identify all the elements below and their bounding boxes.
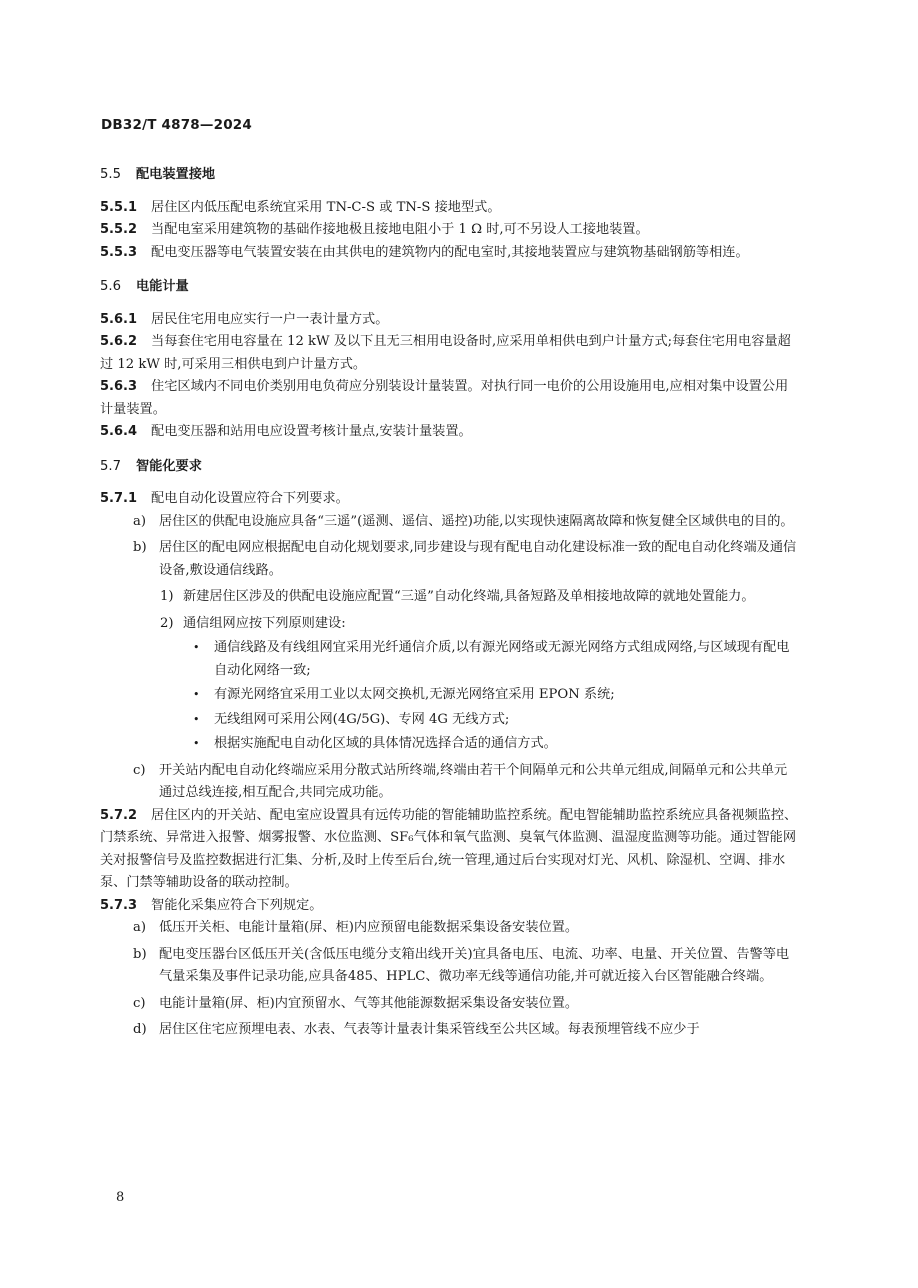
clause-number: 5.7.3 bbox=[100, 897, 138, 913]
page-number: 8 bbox=[116, 1190, 125, 1205]
list-item-d bbox=[100, 1019, 800, 1042]
clause-text: 居住区内的开关站、配电室应设置具有远传功能的智能辅助监控系统。配电智能辅助监控系统应具备视频监控、门禁系统、异常进入报警、烟雾报警、水位监测、SF₆气体和氧气监测、臭氧气体监测、温湿度监测等功能。通过智能网关对报警信号及监控数据进行汇集、分析,及时上传至后台,统一管理,通过后台实现对灯光、风机、除湿机、空调、排水泵、门禁等辅助设备的联动控制。 bbox=[100, 807, 798, 890]
bullet-item bbox=[100, 684, 800, 707]
list-marker: d) bbox=[133, 1022, 147, 1037]
bullet-text: 有源光网络宜采用工业以太网交换机,无源光网络宜采用 EPON 系统; bbox=[214, 687, 615, 702]
clause-5-6-1 bbox=[100, 309, 800, 332]
clause-number: 5.5.1 bbox=[100, 199, 138, 215]
list-item-a bbox=[100, 917, 800, 940]
clause-text: 当每套住宅用电容量在 12 kW 及以下且无三相用电设备时,应采用单相供电到户计量方式;每套住宅用电容量超过 12 kW 时,可采用三相供电到户计量方式。 bbox=[100, 334, 791, 372]
clause-number: 5.6.2 bbox=[100, 334, 138, 349]
section-5-5 bbox=[100, 164, 800, 264]
section-heading bbox=[100, 276, 800, 299]
sub-item-1 bbox=[100, 586, 800, 609]
clause-text: 配电变压器和站用电应设置考核计量点,安装计量装置。 bbox=[151, 424, 472, 439]
sub-item-2 bbox=[100, 613, 800, 636]
bullet-dot-icon: • bbox=[193, 712, 200, 726]
list-item-text: 居住区的配电网应根据配电自动化规划要求,同步建设与现有配电自动化建设标准一致的配电自动化终端及通信设备,敷设通信线路。 bbox=[159, 540, 797, 578]
list-item-text: 居住区的供配电设施应具备“三遥”(遥测、遥信、遥控)功能,以实现快速隔离故障和恢复健全区域供电的目的。 bbox=[159, 513, 794, 529]
clause-text: 居住区内低压配电系统宜采用 TN-C-S 或 TN-S 接地型式。 bbox=[151, 199, 501, 215]
section-number: 5.6 bbox=[100, 279, 121, 294]
clause-5-7-1 bbox=[100, 488, 800, 511]
clause-number: 5.6.1 bbox=[100, 311, 138, 327]
list-item-c bbox=[100, 993, 800, 1016]
clause-number: 5.7.2 bbox=[100, 807, 138, 823]
sub-marker: 2) bbox=[160, 615, 174, 631]
list-marker: b) bbox=[133, 946, 147, 962]
sub-item-text: 新建居住区涉及的供配电设施应配置“三遥”自动化终端,具备短路及单相接地故障的就地处置能力。 bbox=[183, 589, 755, 604]
clause-5-5-3 bbox=[100, 242, 800, 265]
sub-marker: 1) bbox=[160, 589, 174, 604]
clause-text: 配电自动化设置应符合下列要求。 bbox=[151, 491, 349, 506]
clause-text: 智能化采集应符合下列规定。 bbox=[151, 897, 323, 913]
page-content bbox=[100, 160, 800, 1042]
list-item-c bbox=[100, 760, 800, 805]
clause-number: 5.6.3 bbox=[100, 379, 138, 394]
section-5-6 bbox=[100, 276, 800, 444]
bullet-text: 无线组网可采用公网(4G/5G)、专网 4G 无线方式; bbox=[214, 711, 510, 727]
bullet-text: 根据实施配电自动化区域的具体情况选择合适的通信方式。 bbox=[214, 736, 557, 751]
list-marker: a) bbox=[133, 513, 147, 529]
list-marker: b) bbox=[133, 540, 147, 555]
list-item-b bbox=[100, 537, 800, 582]
section-heading bbox=[100, 456, 800, 479]
clause-5-7-3 bbox=[100, 895, 800, 918]
clause-text: 当配电室采用建筑物的基础作接地极且接地电阻小于 1 Ω 时,可不另设人工接地装置。 bbox=[151, 222, 649, 237]
clause-5-6-3 bbox=[100, 376, 800, 421]
bullet-text: 通信线路及有线组网宜采用光纤通信介质,以有源光网络或无源光网络方式组成网络,与区域现有配电自动化网络一致; bbox=[214, 640, 790, 678]
list-item-text: 居住区住宅应预埋电表、水表、气表等计量表计集采管线至公共区域。每表预埋管线不应少于 bbox=[159, 1022, 700, 1037]
clause-number: 5.5.2 bbox=[100, 222, 138, 237]
clause-5-5-2 bbox=[100, 219, 800, 242]
section-number: 5.7 bbox=[100, 458, 121, 474]
list-marker: c) bbox=[133, 762, 146, 778]
sub-item-text: 通信组网应按下列原则建设: bbox=[183, 615, 346, 631]
bullet-dot-icon: • bbox=[193, 641, 200, 654]
list-marker: a) bbox=[133, 920, 147, 935]
list-item-b bbox=[100, 944, 800, 989]
list-item-text: 开关站内配电自动化终端应采用分散式站所终端,终端由若干个间隔单元和公共单元组成,间隔单元和公共单元通过总线连接,相互配合,共同完成功能。 bbox=[159, 762, 788, 800]
list-item-text: 电能计量箱(屏、柜)内宜预留水、气等其他能源数据采集设备安装位置。 bbox=[159, 995, 579, 1011]
section-5-7 bbox=[100, 456, 800, 1042]
bullet-item bbox=[100, 637, 800, 682]
clause-5-7-2 bbox=[100, 805, 800, 895]
clause-5-6-2 bbox=[100, 331, 800, 376]
section-title: 配电装置接地 bbox=[136, 167, 216, 182]
clause-text: 居民住宅用电应实行一户一表计量方式。 bbox=[151, 311, 389, 327]
bullet-dot-icon: • bbox=[193, 737, 200, 750]
clause-number: 5.7.1 bbox=[100, 491, 138, 506]
clause-text: 住宅区域内不同电价类别用电负荷应分别装设计量装置。对执行同一电价的公用设施用电,应相对集中设置公用计量装置。 bbox=[100, 379, 789, 417]
section-title: 电能计量 bbox=[136, 279, 189, 294]
clause-number: 5.6.4 bbox=[100, 424, 138, 439]
section-heading bbox=[100, 164, 800, 187]
clause-number: 5.5.3 bbox=[100, 244, 138, 260]
bullet-item bbox=[100, 709, 800, 732]
list-marker: c) bbox=[133, 995, 146, 1011]
list-item-a bbox=[100, 511, 800, 534]
bullet-dot-icon: • bbox=[193, 688, 200, 701]
clause-5-5-1 bbox=[100, 197, 800, 220]
clause-5-6-4 bbox=[100, 421, 800, 444]
list-item-text: 低压开关柜、电能计量箱(屏、柜)内应预留电能数据采集设备安装位置。 bbox=[159, 920, 579, 935]
section-number: 5.5 bbox=[100, 167, 121, 182]
bullet-item bbox=[100, 733, 800, 756]
list-item-text: 配电变压器台区低压开关(含低压电缆分支箱出线开关)宜具备电压、电流、功率、电量、开关位置、告警等电气量采集及事件记录功能,应具备485、HPLC、微功率无线等通信功能,并可就近接入台区智能融合终端。 bbox=[159, 946, 790, 984]
section-title: 智能化要求 bbox=[136, 458, 202, 474]
standard-number: DB32/T 4878—2024 bbox=[101, 117, 252, 133]
clause-text: 配电变压器等电气装置安装在由其供电的建筑物内的配电室时,其接地装置应与建筑物基础钢筋等相连。 bbox=[151, 244, 749, 260]
